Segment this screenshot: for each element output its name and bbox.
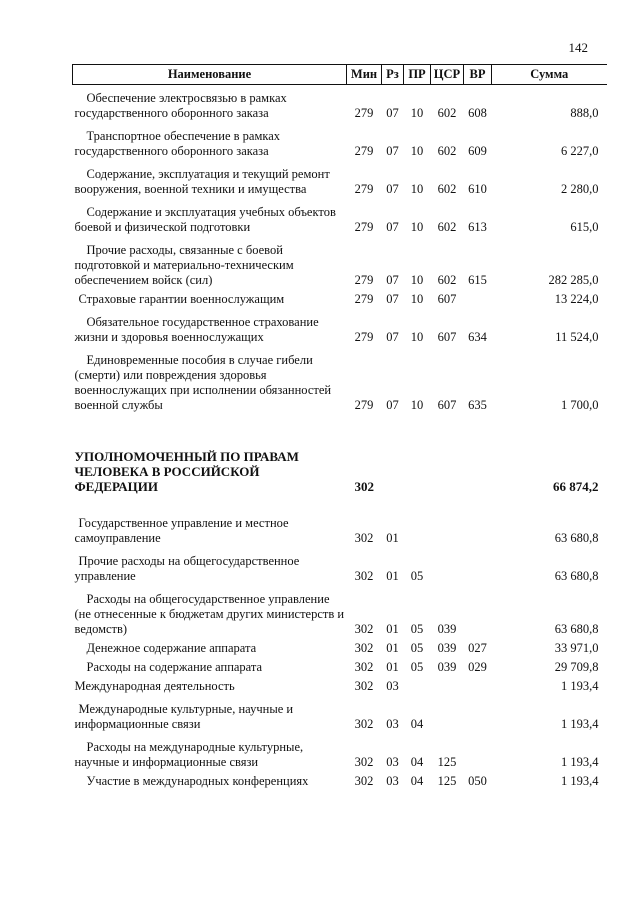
- row-name: Международная деятельность: [74, 679, 235, 693]
- section-row: [73, 415, 607, 496]
- row-csr: 039: [437, 660, 457, 674]
- row-name: Прочие расходы на общегосударственное управление: [74, 554, 300, 583]
- row-pr: 10: [410, 182, 424, 196]
- table-row: [73, 734, 607, 772]
- row-sum: 29 709,8: [554, 660, 599, 674]
- row-vr: [464, 696, 492, 734]
- row-rz: 07: [386, 144, 399, 158]
- row-rz: 01: [386, 641, 399, 655]
- table-row: [73, 161, 607, 199]
- row-csr: 125: [437, 755, 457, 769]
- row-pr: 05: [410, 622, 424, 636]
- row-sum: 888,0: [570, 106, 599, 120]
- row-csr: 039: [437, 641, 457, 655]
- row-pr: [404, 677, 431, 696]
- page-number: 142: [568, 40, 588, 55]
- row-vr: [464, 586, 492, 639]
- row-vr: 613: [468, 220, 487, 234]
- row-min: 302: [354, 755, 374, 769]
- row-min: 302: [354, 569, 374, 583]
- row-name: Международные культурные, научные и информационные связи: [74, 702, 294, 731]
- budget-table-container: [72, 64, 606, 791]
- row-pr: 10: [410, 398, 424, 412]
- row-csr: 602: [437, 144, 457, 158]
- row-sum: 282 285,0: [548, 273, 599, 287]
- row-min: 279: [354, 144, 374, 158]
- row-csr: 039: [437, 622, 457, 636]
- row-rz: 07: [386, 220, 399, 234]
- row-sum: 6 227,0: [561, 144, 599, 158]
- row-pr: 04: [410, 774, 424, 788]
- row-name: Расходы на содержание аппарата: [86, 660, 263, 674]
- row-min: 302: [354, 531, 374, 545]
- row-rz: 01: [386, 622, 399, 636]
- row-rz: 03: [386, 717, 399, 731]
- row-sum: 615,0: [570, 220, 599, 234]
- section-title: УПОЛНОМОЧЕННЫЙ ПО ПРАВАМ ЧЕЛОВЕКА В РОССИЙСКОЙ ФЕДЕРАЦИИ: [74, 449, 299, 494]
- row-rz: 03: [386, 755, 399, 769]
- row-sum: 2 280,0: [561, 182, 599, 196]
- row-name: Единовременные пособия в случае гибели (смерти) или повреждения здоровья военнослужащих при исполнении обязанностей военной службы: [74, 353, 332, 412]
- row-min: 302: [354, 679, 374, 693]
- row-rz: 03: [386, 774, 399, 788]
- row-csr: 602: [437, 106, 457, 120]
- row-min: 279: [354, 292, 374, 306]
- table-row: [73, 85, 607, 124]
- row-min: 279: [354, 398, 374, 412]
- header-csr: ЦСР: [431, 65, 464, 85]
- table-row: [73, 677, 607, 696]
- row-vr: [464, 677, 492, 696]
- row-vr: 609: [468, 144, 487, 158]
- row-csr: 607: [437, 292, 457, 306]
- row-pr: 10: [410, 292, 424, 306]
- header-rz: Рз: [382, 65, 404, 85]
- row-vr: 050: [468, 774, 487, 788]
- table-row: [73, 696, 607, 734]
- row-sum: 63 680,8: [554, 531, 599, 545]
- row-vr: 610: [468, 182, 487, 196]
- table-row: [73, 772, 607, 791]
- table-row: [73, 548, 607, 586]
- row-csr: 602: [437, 182, 457, 196]
- row-min: 302: [354, 622, 374, 636]
- row-pr: 04: [410, 717, 424, 731]
- row-pr: [404, 496, 431, 548]
- row-sum: 1 193,4: [561, 679, 599, 693]
- row-csr: [431, 548, 464, 586]
- row-vr: 029: [468, 660, 487, 674]
- row-name: Расходы на международные культурные, научные и информационные связи: [74, 740, 304, 769]
- row-min: 279: [354, 330, 374, 344]
- row-sum: 11 524,0: [555, 330, 599, 344]
- row-sum: 1 700,0: [561, 398, 599, 412]
- table-header: [73, 65, 607, 85]
- row-pr: 05: [410, 660, 424, 674]
- row-name: Транспортное обеспечение в рамках государственного оборонного заказа: [74, 129, 281, 158]
- row-sum: 1 193,4: [561, 717, 599, 731]
- row-csr: 125: [437, 774, 457, 788]
- row-min: 279: [354, 273, 374, 287]
- header-sum: Сумма: [492, 65, 607, 85]
- row-rz: 07: [386, 330, 399, 344]
- row-min: 279: [354, 220, 374, 234]
- row-pr: 10: [410, 273, 424, 287]
- header-vr: ВР: [464, 65, 492, 85]
- row-rz: 07: [386, 273, 399, 287]
- header-pr: ПР: [404, 65, 431, 85]
- row-rz: 07: [386, 182, 399, 196]
- row-vr: 608: [468, 106, 487, 120]
- table-row: [73, 586, 607, 639]
- row-rz: 01: [386, 569, 399, 583]
- row-csr: [431, 496, 464, 548]
- row-name: Участие в международных конференциях: [86, 774, 309, 788]
- row-name: Обеспечение электросвязью в рамках государственного оборонного заказа: [74, 91, 287, 120]
- row-name: Страховые гарантии военнослужащим: [78, 292, 285, 306]
- row-min: 302: [354, 774, 374, 788]
- row-sum: 13 224,0: [554, 292, 599, 306]
- row-pr: 10: [410, 220, 424, 234]
- table-row: [73, 309, 607, 347]
- row-min: 279: [354, 106, 374, 120]
- table-row: [73, 347, 607, 415]
- row-rz: 07: [386, 398, 399, 412]
- row-min: 279: [354, 182, 374, 196]
- row-sum: 63 680,8: [554, 622, 599, 636]
- row-vr: [464, 290, 492, 309]
- row-csr: 607: [437, 398, 457, 412]
- row-vr: [464, 734, 492, 772]
- row-csr: [431, 677, 464, 696]
- row-pr: 10: [410, 106, 424, 120]
- section-sum: 66 874,2: [553, 479, 599, 494]
- row-sum: 33 971,0: [554, 641, 599, 655]
- row-name: Обязательное государственное страхование жизни и здоровья военнослужащих: [74, 315, 319, 344]
- row-sum: 63 680,8: [554, 569, 599, 583]
- row-vr: 635: [468, 398, 487, 412]
- row-name: Содержание, эксплуатация и текущий ремонт вооружения, военной техники и имущества: [74, 167, 330, 196]
- row-pr: 05: [410, 569, 424, 583]
- row-pr: 05: [410, 641, 424, 655]
- row-csr: 602: [437, 220, 457, 234]
- row-vr: 634: [468, 330, 487, 344]
- row-name: Прочие расходы, связанные с боевой подготовкой и материально-техническим обеспечением войск (сил): [74, 243, 294, 287]
- table-row: [73, 658, 607, 677]
- table-row: [73, 199, 607, 237]
- section-min: 302: [354, 479, 374, 494]
- row-pr: 04: [410, 755, 424, 769]
- row-vr: [464, 548, 492, 586]
- row-min: 302: [354, 641, 374, 655]
- row-pr: 10: [410, 144, 424, 158]
- row-rz: 07: [386, 292, 399, 306]
- row-rz: 03: [386, 679, 399, 693]
- row-name: Государственное управление и местное самоуправление: [74, 516, 289, 545]
- row-csr: 602: [437, 273, 457, 287]
- row-min: 302: [354, 717, 374, 731]
- row-min: 302: [354, 660, 374, 674]
- row-csr: [431, 696, 464, 734]
- row-rz: 01: [386, 531, 399, 545]
- row-sum: 1 193,4: [561, 755, 599, 769]
- row-pr: 10: [410, 330, 424, 344]
- row-sum: 1 193,4: [561, 774, 599, 788]
- row-name: Содержание и эксплуатация учебных объектов боевой и физической подготовки: [74, 205, 336, 234]
- row-name: Денежное содержание аппарата: [86, 641, 257, 655]
- row-vr: [464, 496, 492, 548]
- header-name: Наименование: [73, 65, 347, 85]
- header-min: Мин: [347, 65, 382, 85]
- table-row: [73, 496, 607, 548]
- row-name: Расходы на общегосударственное управление (не отнесенные к бюджетам других министерств и ведомств): [74, 592, 345, 636]
- row-csr: 607: [437, 330, 457, 344]
- row-vr: 027: [468, 641, 487, 655]
- table-row: [73, 237, 607, 290]
- budget-table: [72, 64, 607, 791]
- table-row: [73, 290, 607, 309]
- table-body: [73, 85, 607, 792]
- table-row: [73, 123, 607, 161]
- table-row: [73, 639, 607, 658]
- row-vr: 615: [468, 273, 487, 287]
- row-rz: 01: [386, 660, 399, 674]
- row-rz: 07: [386, 106, 399, 120]
